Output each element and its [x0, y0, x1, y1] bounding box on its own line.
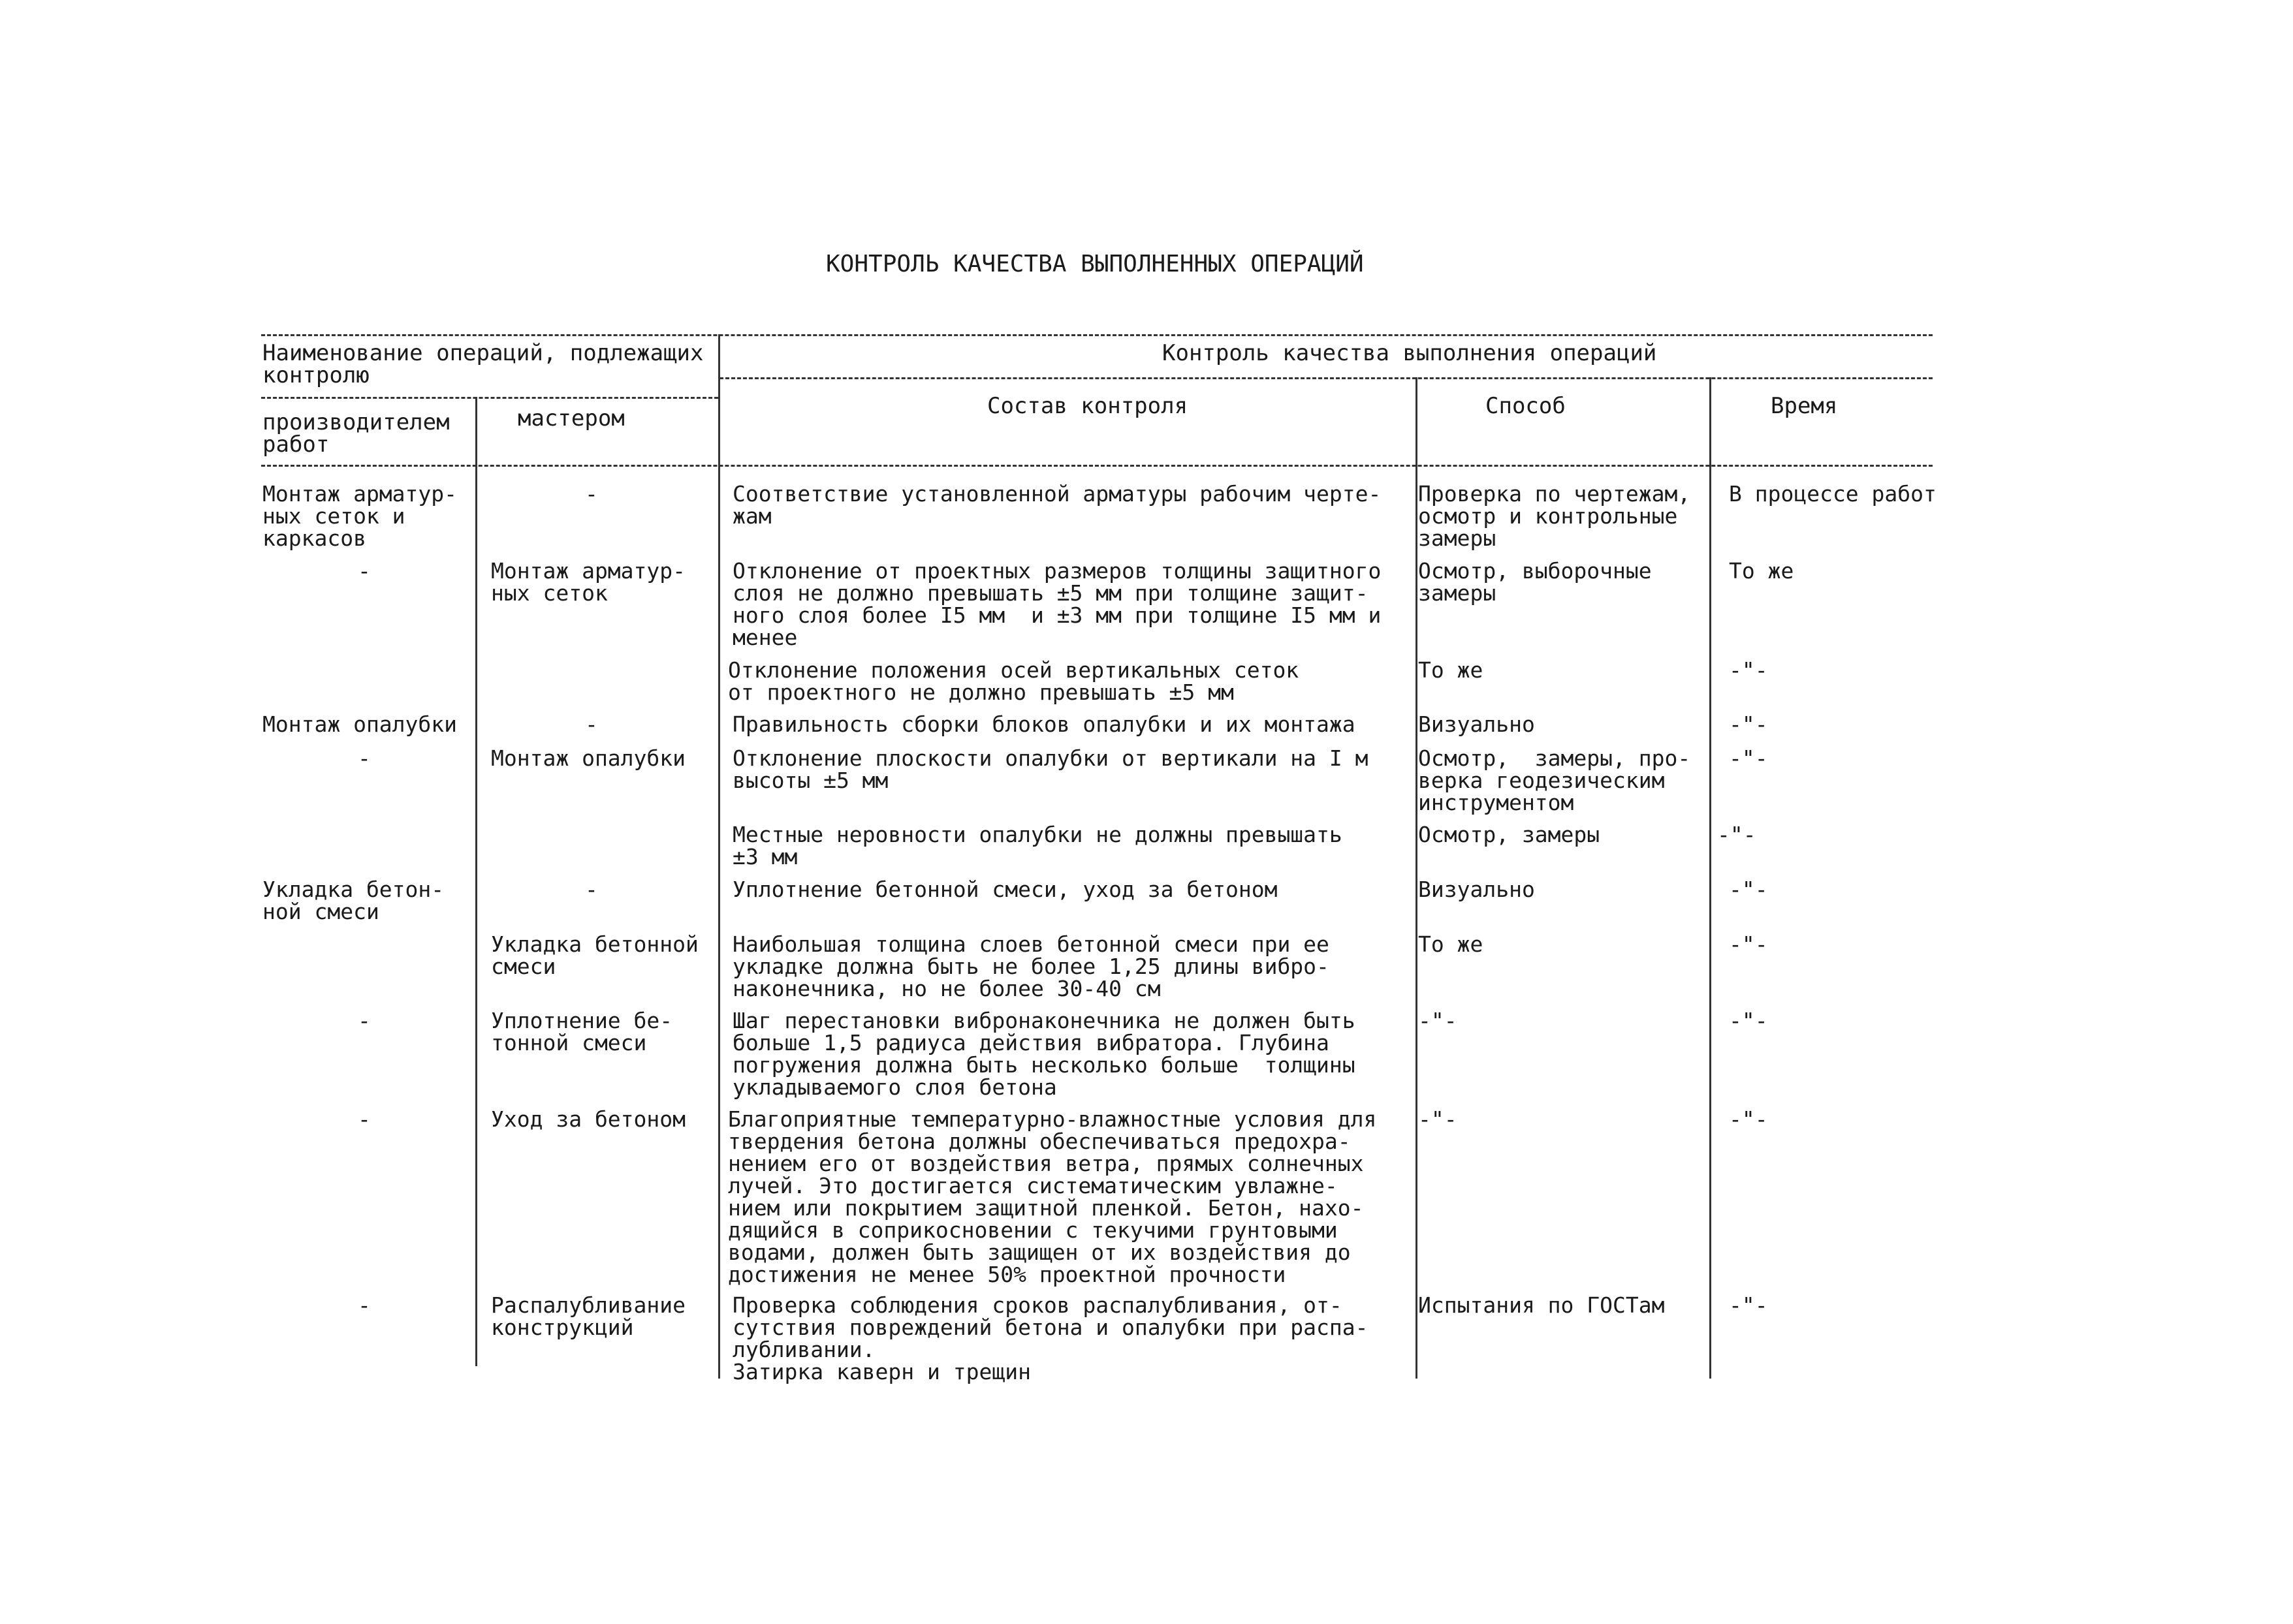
row-9-producer: - [358, 1008, 371, 1033]
row-1-method: Проверка по чертежам, осмотр и контрольные замеры [1418, 481, 1691, 551]
column-rule-2 [718, 334, 720, 1379]
row-10-method: -"- [1418, 1106, 1457, 1132]
column-rule-1 [475, 397, 477, 1366]
row-3-time: -"- [1729, 657, 1768, 683]
row-8-composition: Наибольшая толщина слоев бетонной смеси при ее укладке должна быть не более 1,25 длины вибро- наконечника, но не более 30-40 см [733, 931, 1329, 1001]
header-subrule-right [720, 377, 1933, 379]
header-composition: Состав контроля [987, 393, 1188, 419]
row-8-master: Укладка бетонной смеси [491, 931, 699, 979]
header-by-master: мастером [518, 405, 625, 431]
row-5-method: Осмотр, замеры, про- верка геодезическим инструментом [1418, 745, 1691, 815]
row-9-master: Уплотнение бе- тонной смеси [491, 1008, 673, 1055]
row-1-time: В процессе работ [1729, 481, 1937, 507]
row-2-producer: - [358, 558, 371, 584]
header-time: Время [1771, 393, 1838, 419]
row-5-time: -"- [1729, 745, 1768, 771]
row-4-method: Визуально [1418, 711, 1535, 737]
row-10-master: Уход за бетоном [491, 1106, 686, 1132]
row-11-master: Распалубливание конструкций [491, 1292, 686, 1340]
row-4-time: -"- [1729, 711, 1768, 737]
row-1-producer: Монтаж арматур- ных сеток и каркасов [262, 481, 458, 551]
row-4-composition: Правильность сборки блоков опалубки и их монтажа [733, 711, 1355, 737]
row-6-composition: Местные неровности опалубки не должны превышать ±3 мм [733, 822, 1342, 869]
row-8-method: То же [1418, 931, 1483, 957]
row-1-master: - [585, 481, 598, 507]
header-method: Способ [1485, 393, 1566, 419]
row-10-producer: - [358, 1106, 371, 1132]
row-2-master: Монтаж арматур- ных сеток [491, 558, 686, 606]
row-7-method: Визуально [1418, 877, 1535, 902]
row-2-method: Осмотр, выборочные замеры [1418, 558, 1652, 606]
row-2-time: То же [1729, 558, 1794, 584]
row-7-composition: Уплотнение бетонной смеси, уход за бетоном [733, 877, 1278, 902]
header-subrule-left [261, 397, 718, 399]
row-11-producer: - [358, 1292, 371, 1318]
row-2-composition: Отклонение от проектных размеров толщины защитного слоя не должно превышать ±5 мм при толщине защит- ного слоя более I5 мм и ±3 мм при толщине I5 мм и менее [733, 558, 1382, 650]
row-9-composition: Шаг перестановки вибронаконечника не должен быть больше 1,5 радиуса действия вибратора. Глубина погружения должна быть несколько больше толщины укладываемого слоя бетона [733, 1008, 1355, 1100]
table-top-rule [261, 334, 1933, 336]
row-4-master: - [585, 711, 598, 737]
row-7-producer: Укладка бетон- ной смеси [262, 877, 445, 924]
header-by-producer: производителем работ [262, 409, 450, 458]
row-4-producer: Монтаж опалубки [262, 711, 458, 737]
header-bottom-rule [261, 465, 1933, 467]
row-11-method: Испытания по ГОСТам [1418, 1292, 1665, 1318]
row-9-method: -"- [1418, 1008, 1457, 1033]
header-quality-control: Контроль качества выполнения операций [1162, 340, 1657, 366]
column-rule-3 [1415, 377, 1417, 1379]
row-5-producer: - [358, 745, 371, 771]
row-11-composition: Проверка соблюдения сроков распалубливания, от- сутствия повреждений бетона и опалубки при распа- лубливании. Затирка каверн и трещин [733, 1292, 1368, 1384]
column-rule-4 [1709, 377, 1711, 1379]
document-title: КОНТРОЛЬ КАЧЕСТВА ВЫПОЛНЕННЫХ ОПЕРАЦИЙ [826, 251, 1364, 277]
row-3-composition: Отклонение положения осей вертикальных сеток от проектного не должно превышать ±5 мм [728, 657, 1299, 705]
row-7-time: -"- [1729, 877, 1768, 902]
row-5-composition: Отклонение плоскости опалубки от вертикали на I м высоты ±5 мм [733, 745, 1368, 793]
row-11-time: -"- [1729, 1292, 1768, 1318]
header-operations: Наименование операций, подлежащих контролю [262, 340, 704, 388]
row-5-master: Монтаж опалубки [491, 745, 686, 771]
row-6-method: Осмотр, замеры [1418, 822, 1600, 847]
row-10-time: -"- [1729, 1106, 1768, 1132]
row-10-composition: Благоприятные температурно-влажностные условия для твердения бетона должны обеспечиваться предохра- нением его от воздействия ветра, прямых солнечных лучей. Это достигается систематическим увлажне- нием или покрытием защитной пленкой. Бетон, нахо- дящийся в соприкосновении с текучими грунтовыми водами, должен быть защищен от их воздействия до достижения не менее 50% проектной прочности [728, 1106, 1377, 1287]
row-9-time: -"- [1729, 1008, 1768, 1033]
row-1-composition: Соответствие установленной арматуры рабочим черте- жам [733, 481, 1382, 529]
row-8-time: -"- [1729, 931, 1768, 957]
row-7-master: - [585, 877, 598, 902]
row-3-method: То же [1418, 657, 1483, 683]
row-6-time: -"- [1717, 822, 1756, 847]
